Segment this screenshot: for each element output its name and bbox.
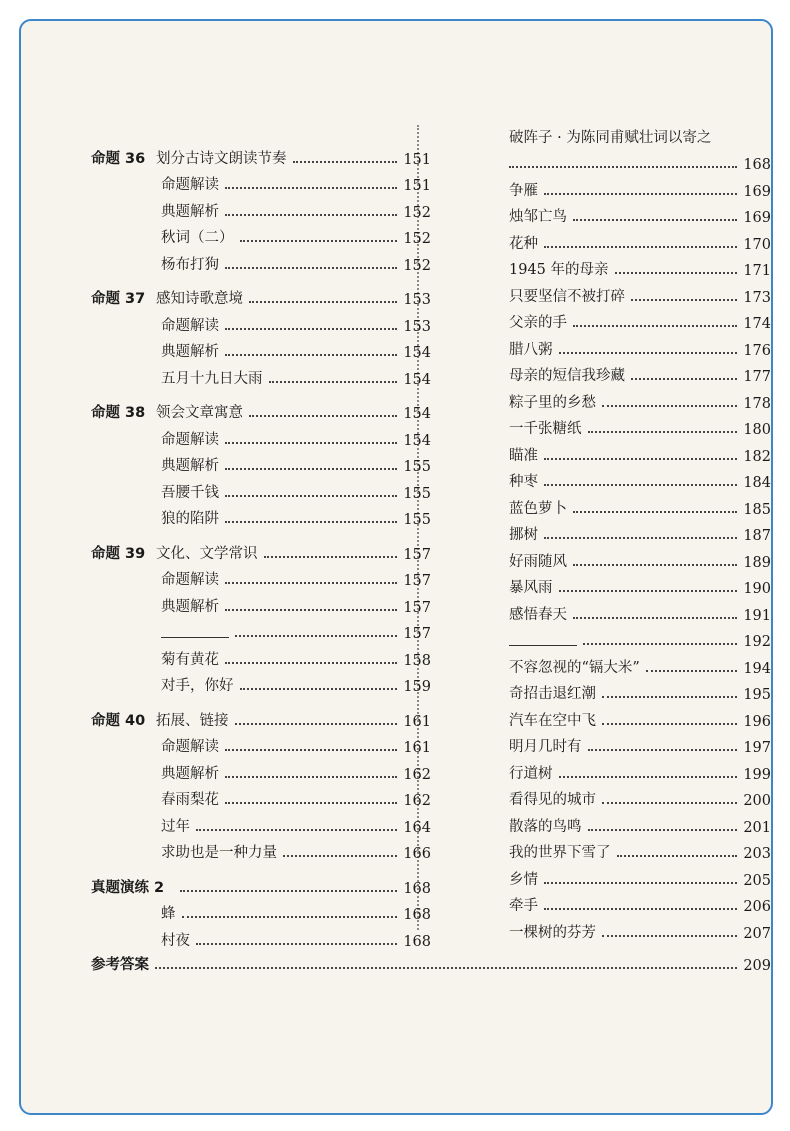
- leader-dots: [182, 916, 398, 918]
- entry-title: 父亲的手: [509, 315, 567, 331]
- answers-entry[interactable]: [91, 953, 771, 974]
- leader-dots: [225, 521, 397, 523]
- toc-entry[interactable]: [91, 194, 431, 221]
- entry-page: 152: [403, 231, 431, 247]
- entry-continuation: [509, 149, 771, 173]
- toc-entry[interactable]: [91, 923, 431, 950]
- toc-entry[interactable]: [509, 756, 771, 783]
- entry-page: 199: [743, 766, 771, 783]
- entry-page: 196: [743, 713, 771, 730]
- leader-dots: [225, 495, 397, 497]
- entry-title: 牵手: [509, 898, 538, 914]
- entry-page: 169: [743, 183, 771, 200]
- leader-dots: [235, 723, 398, 725]
- entry-page: 177: [743, 369, 771, 385]
- section-title: 文化、文学常识: [156, 545, 258, 562]
- leader-dots: [617, 855, 738, 857]
- entry-title: 蜂: [161, 906, 176, 922]
- entry-title: 过年: [161, 818, 190, 835]
- leader-dots: [225, 328, 397, 330]
- toc-entry[interactable]: [509, 127, 771, 173]
- leader-dots: [225, 267, 397, 269]
- leader-dots: [544, 193, 737, 195]
- entry-title: 秋词（二）: [161, 230, 234, 246]
- entry-title: 命题解读: [161, 572, 219, 588]
- leader-dots: [602, 935, 737, 937]
- entry-title: 典题解析: [161, 598, 219, 615]
- entry-page: 176: [743, 342, 771, 359]
- toc-entry[interactable]: [509, 438, 771, 465]
- leader-dots: [225, 442, 397, 444]
- leader-dots: [573, 325, 737, 327]
- leader-dots: [602, 405, 737, 407]
- leader-dots: [573, 219, 737, 221]
- entry-page: 154: [403, 345, 431, 361]
- right-column: [509, 130, 771, 942]
- toc-entry[interactable]: [91, 308, 431, 335]
- entry-page: 184: [743, 475, 771, 491]
- toc-section[interactable]: [91, 141, 431, 168]
- section-page: 153: [403, 292, 431, 308]
- entry-title: 争雁: [509, 182, 538, 199]
- entry-page: 206: [743, 899, 771, 915]
- entry-title: 五月十九日大雨: [161, 370, 263, 387]
- entry-title: 典题解析: [161, 203, 219, 220]
- blank-line: [161, 637, 229, 638]
- entry-page: 168: [743, 157, 771, 173]
- section-page: 154: [403, 406, 431, 422]
- leader-dots: [249, 301, 397, 303]
- entry-title: 命题解读: [161, 317, 219, 334]
- entry-title: 一千张糖纸: [509, 421, 582, 437]
- toc-entry[interactable]: [509, 359, 771, 386]
- entry-page: 194: [743, 660, 771, 677]
- entry-page: 195: [743, 687, 771, 703]
- entry-title: 求助也是一种力量: [161, 845, 277, 861]
- toc-entry[interactable]: [509, 306, 771, 333]
- leader-dots: [235, 635, 397, 637]
- entry-title: 暴风雨: [509, 580, 553, 596]
- leader-dots: [544, 537, 737, 539]
- entry-page: 157: [403, 599, 431, 616]
- entry-title: 感悟春天: [509, 606, 567, 623]
- left-column: [91, 141, 431, 950]
- toc-section[interactable]: [91, 703, 431, 730]
- leader-dots: [225, 609, 397, 611]
- entry-title: 典题解析: [161, 765, 219, 782]
- entry-title: 不容忽视的“镉大米”: [509, 659, 640, 676]
- toc-page: [19, 19, 773, 1115]
- toc-entry[interactable]: [91, 589, 431, 616]
- toc-entry[interactable]: [91, 809, 431, 836]
- entry-page: 169: [743, 210, 771, 226]
- section-number: 命题 38: [91, 405, 146, 421]
- entry-page: 157: [403, 626, 431, 642]
- section-page: 157: [403, 546, 431, 563]
- entry-page: 207: [743, 925, 771, 942]
- leader-dots: [588, 431, 738, 433]
- entry-page: 154: [403, 371, 431, 388]
- entry-page: 191: [743, 607, 771, 624]
- toc-entry[interactable]: [91, 730, 431, 757]
- toc-entry[interactable]: [91, 247, 431, 274]
- entry-page: 162: [403, 766, 431, 783]
- toc-section[interactable]: [91, 396, 431, 423]
- leader-dots: [180, 890, 397, 892]
- entry-title: 腊八粥: [509, 341, 553, 358]
- entry-title: 瞄准: [509, 447, 538, 464]
- entry-page: 155: [403, 512, 431, 528]
- entry-page: 174: [743, 316, 771, 332]
- entry-page: 200: [743, 793, 771, 809]
- section-number: 真题演练 2: [91, 879, 165, 896]
- entry-title: 命题解读: [161, 431, 219, 448]
- entry-title: 春雨梨花: [161, 792, 219, 808]
- toc-section[interactable]: [91, 282, 431, 309]
- entry-title: 散落的鸟鸣: [509, 818, 582, 835]
- answers-label: 参考答案: [91, 957, 149, 973]
- entry-title: 乡情: [509, 871, 538, 888]
- entry-page: 152: [403, 204, 431, 221]
- toc-entry[interactable]: [509, 862, 771, 889]
- entry-title: 明月几时有: [509, 739, 582, 755]
- entry-page: 170: [743, 236, 771, 253]
- toc-section[interactable]: [91, 870, 431, 897]
- leader-dots: [602, 696, 737, 698]
- entry-page: 203: [743, 846, 771, 862]
- entry-title: 吾腰千钱: [161, 484, 219, 501]
- entry-title: 种枣: [509, 474, 538, 490]
- toc-entry[interactable]: [91, 168, 431, 195]
- leader-dots: [544, 908, 737, 910]
- entry-page: 158: [403, 652, 431, 669]
- toc-entry[interactable]: [91, 642, 431, 669]
- toc-entry[interactable]: [509, 783, 771, 810]
- leader-dots: [588, 749, 738, 751]
- section-title: 划分古诗文朗读节奏: [156, 150, 287, 167]
- entry-title: 只要坚信不被打碎: [509, 288, 625, 305]
- entry-page: 155: [403, 485, 431, 502]
- toc-entry[interactable]: [91, 897, 431, 924]
- entry-page: 182: [743, 448, 771, 465]
- section-title: 拓展、链接: [156, 712, 229, 729]
- toc-entry[interactable]: [509, 332, 771, 359]
- entry-page: 161: [403, 740, 431, 756]
- toc-entry[interactable]: [91, 361, 431, 388]
- section-page: 161: [403, 713, 431, 730]
- leader-dots: [269, 381, 398, 383]
- toc-entry[interactable]: [91, 836, 431, 863]
- toc-entry[interactable]: [509, 385, 771, 412]
- entry-title: 菊有黄花: [161, 651, 219, 668]
- entry-title: 挪树: [509, 527, 538, 543]
- entry-title: 看得见的城市: [509, 792, 596, 808]
- leader-dots: [225, 354, 397, 356]
- leader-dots: [509, 166, 737, 168]
- entry-title: 粽子里的乡愁: [509, 394, 596, 411]
- toc-entry[interactable]: [509, 173, 771, 200]
- leader-dots: [225, 802, 397, 804]
- toc-entry[interactable]: [91, 669, 431, 696]
- toc-entry[interactable]: [509, 730, 771, 757]
- entry-title: 我的世界下雪了: [509, 845, 611, 861]
- toc-entry[interactable]: [509, 544, 771, 571]
- leader-dots: [544, 882, 737, 884]
- leader-dots: [225, 582, 397, 584]
- entry-page: 197: [743, 740, 771, 756]
- entry-title: 典题解析: [161, 458, 219, 474]
- entry-title: 母亲的短信我珍藏: [509, 368, 625, 384]
- entry-title: 命题解读: [161, 177, 219, 193]
- toc-entry[interactable]: [91, 422, 431, 449]
- leader-dots: [544, 246, 737, 248]
- entry-title: 破阵子 · 为陈同甫赋壮词以寄之: [509, 130, 712, 146]
- entry-page: 164: [403, 819, 431, 836]
- toc-entry[interactable]: [509, 650, 771, 677]
- leader-dots: [631, 299, 737, 301]
- entry-page: 155: [403, 459, 431, 475]
- toc-entry[interactable]: [509, 518, 771, 545]
- answers-page: 209: [743, 958, 771, 974]
- toc-entry[interactable]: [509, 279, 771, 306]
- entry-page: 192: [743, 634, 771, 650]
- leader-dots: [225, 776, 397, 778]
- toc-entry[interactable]: [91, 616, 431, 643]
- leader-dots: [559, 352, 738, 354]
- leader-dots: [264, 556, 398, 558]
- entry-title: 行道树: [509, 765, 553, 782]
- entry-title: 一棵树的芬芳: [509, 924, 596, 941]
- toc-entry[interactable]: [91, 449, 431, 476]
- leader-dots: [544, 458, 737, 460]
- leader-dots: [225, 468, 397, 470]
- toc-entry[interactable]: [91, 783, 431, 810]
- toc-entry[interactable]: [509, 915, 771, 942]
- section-number: 命题 37: [91, 291, 146, 307]
- toc-entry[interactable]: [509, 226, 771, 253]
- leader-dots: [283, 855, 397, 857]
- leader-dots: [293, 161, 398, 163]
- entry-title: 杨布打狗: [161, 256, 219, 273]
- entry-page: 153: [403, 318, 431, 335]
- toc-entry[interactable]: [509, 491, 771, 518]
- toc-entry[interactable]: [91, 563, 431, 590]
- leader-dots: [196, 943, 397, 945]
- toc-entry[interactable]: [509, 571, 771, 598]
- entry-title: 对手，你好: [161, 678, 234, 694]
- section-number: 命题 40: [91, 712, 146, 729]
- toc-entry[interactable]: [509, 889, 771, 916]
- leader-dots: [225, 749, 397, 751]
- toc-entry[interactable]: [509, 677, 771, 704]
- toc-entry[interactable]: [509, 465, 771, 492]
- toc-entry[interactable]: [91, 221, 431, 248]
- toc-entry[interactable]: [509, 253, 771, 280]
- leader-dots: [602, 723, 737, 725]
- leader-dots: [155, 967, 737, 969]
- toc-entry[interactable]: [509, 412, 771, 439]
- entry-title: 汽车在空中飞: [509, 712, 596, 729]
- leader-dots: [573, 617, 737, 619]
- leader-dots: [573, 511, 737, 513]
- toc-section[interactable]: [91, 536, 431, 563]
- entry-page: 180: [743, 422, 771, 438]
- entry-page: 159: [403, 679, 431, 695]
- leader-dots: [631, 378, 737, 380]
- leader-dots: [240, 240, 398, 242]
- entry-page: 185: [743, 501, 771, 518]
- section-number: 命题 39: [91, 545, 146, 562]
- leader-dots: [544, 484, 737, 486]
- toc-entry[interactable]: [91, 756, 431, 783]
- entry-page: 190: [743, 581, 771, 597]
- leader-dots: [240, 688, 398, 690]
- toc-entry[interactable]: [91, 475, 431, 502]
- toc-entry[interactable]: [509, 836, 771, 863]
- entry-page: 187: [743, 528, 771, 544]
- blank-line: [509, 645, 577, 646]
- section-page: 168: [403, 880, 431, 897]
- entry-page: 178: [743, 395, 771, 412]
- entry-page: 166: [403, 846, 431, 862]
- toc-entry[interactable]: [509, 809, 771, 836]
- entry-page: 162: [403, 793, 431, 809]
- leader-dots: [588, 829, 738, 831]
- leader-dots: [573, 564, 737, 566]
- section-title: 领会文章寓意: [156, 405, 243, 421]
- entry-page: 151: [403, 178, 431, 194]
- entry-title: 好雨随风: [509, 553, 567, 570]
- toc-entry[interactable]: [509, 624, 771, 651]
- entry-title: 蓝色萝卜: [509, 500, 567, 517]
- section-title: 感知诗歌意境: [156, 291, 243, 307]
- entry-title: 奇招击退红潮: [509, 686, 596, 702]
- entry-title: 村夜: [161, 932, 190, 949]
- entry-title: 典题解析: [161, 344, 219, 360]
- leader-dots: [602, 802, 737, 804]
- leader-dots: [196, 829, 397, 831]
- leader-dots: [225, 214, 397, 216]
- entry-page: 189: [743, 554, 771, 571]
- entry-page: 171: [743, 263, 771, 279]
- entry-title: 花种: [509, 235, 538, 252]
- toc-entry[interactable]: [91, 502, 431, 529]
- toc-entry[interactable]: [509, 597, 771, 624]
- leader-dots: [559, 776, 738, 778]
- leader-dots: [225, 662, 397, 664]
- entry-page: 205: [743, 872, 771, 889]
- entry-title: 狼的陷阱: [161, 511, 219, 527]
- entry-page: 168: [403, 907, 431, 923]
- leader-dots: [249, 415, 397, 417]
- leader-dots: [583, 643, 737, 645]
- section-number: 命题 36: [91, 150, 146, 167]
- entry-page: 154: [403, 432, 431, 449]
- entry-title: 命题解读: [161, 739, 219, 755]
- toc-entry[interactable]: [509, 200, 771, 227]
- entry-page: 157: [403, 573, 431, 589]
- leader-dots: [646, 670, 737, 672]
- entry-page: 173: [743, 289, 771, 306]
- entry-page: 168: [403, 933, 431, 950]
- toc-entry[interactable]: [509, 703, 771, 730]
- toc-entry[interactable]: [91, 335, 431, 362]
- entry-title: 1945 年的母亲: [509, 262, 609, 278]
- section-page: 151: [403, 151, 431, 168]
- entry-title: 烛邹亡鸟: [509, 209, 567, 225]
- leader-dots: [225, 187, 397, 189]
- leader-dots: [559, 590, 738, 592]
- entry-page: 201: [743, 819, 771, 836]
- entry-page: 152: [403, 257, 431, 274]
- leader-dots: [615, 272, 738, 274]
